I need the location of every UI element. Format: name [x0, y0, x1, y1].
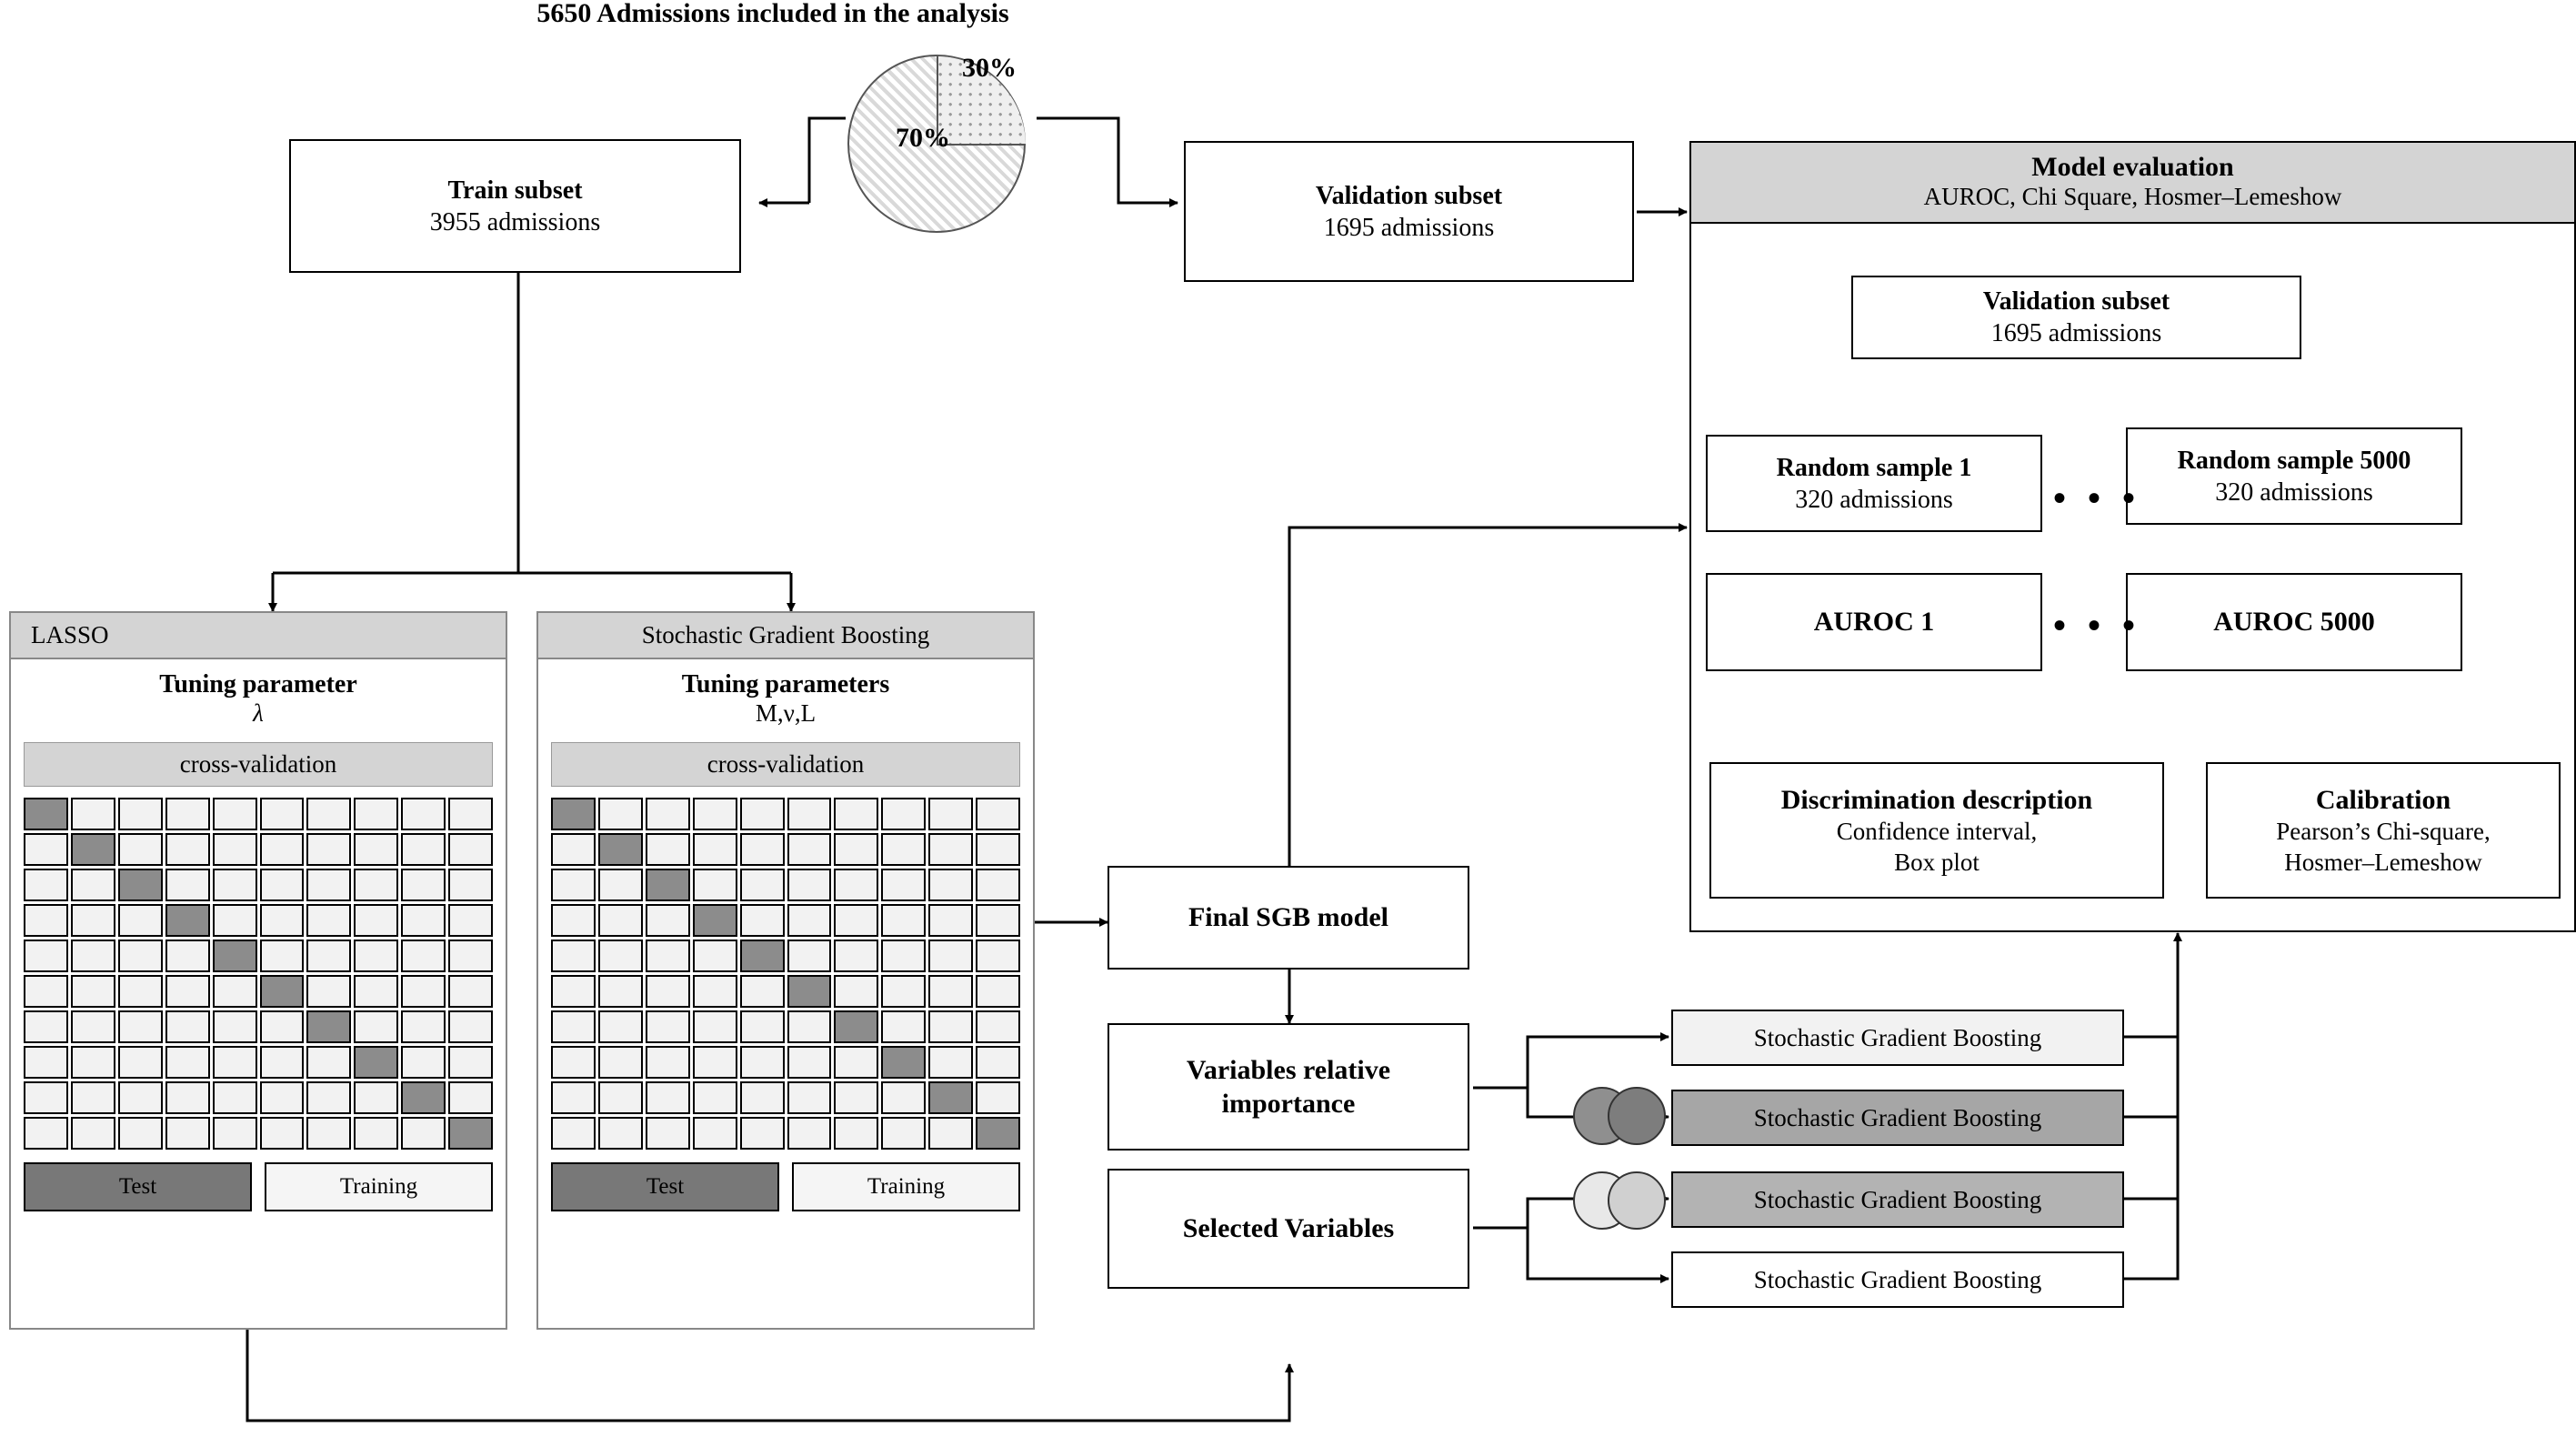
eval-validation-subset-box: [1851, 276, 2301, 359]
cv-cell-training: [787, 940, 832, 972]
cv-cell-training: [598, 940, 643, 972]
cv-cell-training: [693, 1081, 737, 1114]
sgb-legend-training: Training: [792, 1162, 1020, 1211]
calibration-line3: Hosmer–Lemeshow: [2284, 848, 2482, 876]
cv-cell-training: [448, 869, 493, 901]
calibration-box: [2206, 762, 2561, 899]
cv-cell-training: [551, 833, 596, 866]
cv-cell-training: [118, 975, 163, 1008]
cv-cell-training: [646, 940, 690, 972]
cv-cell-test: [448, 1117, 493, 1150]
cv-cell-training: [24, 904, 68, 937]
sgb-legend: [551, 1162, 1020, 1211]
cv-cell-test: [306, 1010, 351, 1043]
cv-cell-training: [118, 1117, 163, 1150]
cv-cell-training: [401, 798, 446, 830]
cv-cell-test: [213, 940, 257, 972]
random-sample-n-title: Random sample 5000: [2177, 446, 2411, 475]
cv-cell-training: [165, 869, 210, 901]
cv-cell-training: [354, 975, 398, 1008]
cv-cell-training: [118, 904, 163, 937]
cv-cell-test: [71, 833, 115, 866]
cv-cell-training: [401, 833, 446, 866]
cv-cell-training: [24, 940, 68, 972]
cv-cell-training: [306, 904, 351, 937]
cv-cell-training: [260, 869, 305, 901]
cv-cell-training: [787, 1117, 832, 1150]
cv-cell-training: [448, 904, 493, 937]
cv-cell-training: [834, 798, 878, 830]
validation-subset-box: [1184, 141, 1634, 282]
sgb-variant-row: [1671, 1010, 2124, 1066]
cv-cell-training: [71, 869, 115, 901]
auroc-n-label: AUROC 5000: [2213, 607, 2375, 638]
cv-cell-training: [928, 833, 973, 866]
vri-line2: importance: [1221, 1089, 1356, 1119]
cv-cell-training: [448, 1010, 493, 1043]
cv-cell-training: [598, 798, 643, 830]
variables-relative-importance-box: [1108, 1023, 1469, 1151]
cv-cell-training: [165, 833, 210, 866]
cv-cell-test: [354, 1046, 398, 1079]
validation-subset-count: 1695 admissions: [1323, 213, 1495, 242]
cv-cell-training: [118, 940, 163, 972]
cv-cell-training: [24, 975, 68, 1008]
selected-variables-label: Selected Variables: [1182, 1213, 1395, 1244]
cv-cell-training: [740, 1117, 785, 1150]
discrimination-title: Discrimination description: [1780, 784, 2093, 815]
lasso-cross-validation-bar: cross-validation: [24, 742, 493, 787]
eval-validation-count: 1695 admissions: [1990, 319, 2162, 347]
cv-cell-training: [306, 833, 351, 866]
cv-cell-training: [834, 1046, 878, 1079]
random-sample-ellipsis: • • •: [2053, 477, 2142, 518]
sgb-cv-grid: [551, 798, 1020, 1150]
sgb-tuning-params: M,ν,L: [755, 699, 817, 727]
lasso-legend-training: Training: [265, 1162, 493, 1211]
auroc-1-box: [1706, 573, 2042, 671]
sgb-variant-label: Stochastic Gradient Boosting: [1753, 1023, 2042, 1051]
cv-cell-training: [71, 940, 115, 972]
cv-cell-training: [928, 904, 973, 937]
cv-cell-training: [260, 1117, 305, 1150]
cv-cell-training: [646, 975, 690, 1008]
overlap-marker-light: [1573, 1171, 1673, 1228]
cv-cell-training: [401, 975, 446, 1008]
cv-cell-training: [693, 1046, 737, 1079]
overlap-marker-dark: [1573, 1087, 1673, 1143]
cv-cell-training: [306, 1081, 351, 1114]
cv-cell-training: [881, 904, 926, 937]
discrimination-line2: Confidence interval,: [1836, 818, 2038, 845]
cv-cell-test: [881, 1046, 926, 1079]
cv-cell-test: [598, 833, 643, 866]
cv-cell-training: [976, 975, 1020, 1008]
random-sample-n-count: 320 admissions: [2215, 477, 2373, 507]
cv-cell-training: [928, 869, 973, 901]
cv-cell-training: [881, 1117, 926, 1150]
cv-cell-training: [213, 1117, 257, 1150]
cv-cell-training: [165, 1081, 210, 1114]
cv-cell-training: [881, 833, 926, 866]
sgb-variant-row: [1671, 1171, 2124, 1228]
cv-cell-test: [787, 975, 832, 1008]
model-evaluation-title: Model evaluation: [2031, 152, 2234, 182]
validation-subset-title: Validation subset: [1315, 181, 1503, 210]
cv-cell-training: [598, 1081, 643, 1114]
cv-cell-training: [24, 1010, 68, 1043]
cv-cell-training: [646, 1081, 690, 1114]
sgb-tuning: [538, 659, 1033, 733]
discrimination-description-box: [1709, 762, 2164, 899]
cv-cell-training: [118, 1046, 163, 1079]
lasso-cv-grid: [24, 798, 493, 1150]
lasso-legend-test: Test: [24, 1162, 252, 1211]
cv-cell-training: [740, 1010, 785, 1043]
cv-cell-training: [24, 1081, 68, 1114]
cv-cell-training: [740, 975, 785, 1008]
cv-cell-training: [551, 869, 596, 901]
cv-cell-training: [551, 904, 596, 937]
cv-cell-training: [401, 1117, 446, 1150]
cv-cell-training: [401, 940, 446, 972]
cv-cell-training: [693, 1117, 737, 1150]
cv-cell-training: [213, 869, 257, 901]
cv-cell-test: [24, 798, 68, 830]
cv-cell-training: [598, 1046, 643, 1079]
cv-cell-test: [401, 1081, 446, 1114]
cv-cell-training: [24, 1046, 68, 1079]
cv-cell-training: [598, 869, 643, 901]
cv-cell-training: [354, 1117, 398, 1150]
cv-cell-training: [448, 1081, 493, 1114]
cv-cell-training: [118, 1010, 163, 1043]
sgb-variant-row: [1671, 1251, 2124, 1308]
cv-cell-test: [165, 904, 210, 937]
cv-cell-training: [118, 798, 163, 830]
train-subset-box: [289, 139, 741, 273]
cv-cell-training: [448, 975, 493, 1008]
selected-variables-box: [1108, 1169, 1469, 1289]
sgb-cross-validation-bar: cross-validation: [551, 742, 1020, 787]
cv-cell-training: [306, 798, 351, 830]
cv-cell-test: [928, 1081, 973, 1114]
cv-cell-training: [740, 833, 785, 866]
calibration-title: Calibration: [2315, 784, 2451, 815]
cv-cell-training: [787, 1046, 832, 1079]
discrimination-line3: Box plot: [1894, 848, 1980, 876]
cv-cell-training: [71, 1081, 115, 1114]
random-sample-1-count: 320 admissions: [1795, 485, 1953, 514]
cv-cell-training: [71, 1010, 115, 1043]
cv-cell-training: [306, 940, 351, 972]
cv-cell-training: [551, 1046, 596, 1079]
cv-cell-test: [834, 1010, 878, 1043]
cv-cell-training: [213, 1046, 257, 1079]
cv-cell-training: [976, 940, 1020, 972]
pie-label-validation: 30%: [962, 53, 1017, 83]
cv-cell-training: [740, 869, 785, 901]
sgb-panel: [536, 611, 1035, 1330]
cv-cell-test: [551, 798, 596, 830]
cv-cell-test: [118, 869, 163, 901]
final-sgb-model-label: Final SGB model: [1188, 902, 1389, 933]
final-sgb-model-box: [1108, 866, 1469, 970]
cv-cell-training: [354, 940, 398, 972]
auroc-1-label: AUROC 1: [1813, 607, 1935, 638]
cv-cell-training: [306, 1117, 351, 1150]
cv-cell-training: [787, 1010, 832, 1043]
cv-cell-training: [24, 1117, 68, 1150]
lasso-header: LASSO: [11, 613, 506, 659]
cv-cell-test: [693, 904, 737, 937]
cv-cell-training: [551, 1081, 596, 1114]
cv-cell-training: [598, 904, 643, 937]
auroc-n-box: [2126, 573, 2462, 671]
cv-cell-training: [881, 975, 926, 1008]
cv-cell-training: [976, 1081, 1020, 1114]
cv-cell-training: [260, 1046, 305, 1079]
cv-cell-training: [260, 1081, 305, 1114]
cv-cell-training: [976, 798, 1020, 830]
cv-cell-training: [354, 904, 398, 937]
cv-cell-test: [646, 869, 690, 901]
cv-cell-training: [834, 1117, 878, 1150]
cv-cell-training: [260, 904, 305, 937]
cv-cell-training: [787, 833, 832, 866]
cv-cell-training: [354, 798, 398, 830]
cv-cell-training: [24, 869, 68, 901]
cv-cell-training: [834, 904, 878, 937]
sgb-variant-row: [1671, 1090, 2124, 1146]
cv-cell-training: [693, 869, 737, 901]
cv-cell-training: [71, 1117, 115, 1150]
cv-cell-training: [787, 904, 832, 937]
cv-cell-training: [928, 975, 973, 1008]
cv-cell-training: [881, 1081, 926, 1114]
cv-cell-training: [740, 1081, 785, 1114]
sgb-legend-test: Test: [551, 1162, 779, 1211]
cv-cell-training: [165, 975, 210, 1008]
cv-cell-training: [551, 940, 596, 972]
cv-cell-training: [401, 1046, 446, 1079]
cv-cell-training: [354, 1010, 398, 1043]
cv-cell-training: [401, 1010, 446, 1043]
cv-cell-training: [551, 1010, 596, 1043]
cv-cell-training: [165, 1046, 210, 1079]
cv-cell-training: [834, 869, 878, 901]
cv-cell-training: [740, 904, 785, 937]
cv-cell-training: [787, 798, 832, 830]
pie-label-train: 70%: [896, 123, 950, 153]
vri-line1: Variables relative: [1186, 1054, 1391, 1085]
cv-cell-training: [448, 1046, 493, 1079]
cv-cell-training: [834, 940, 878, 972]
cv-cell-training: [213, 1010, 257, 1043]
train-subset-count: 3955 admissions: [429, 207, 601, 236]
cv-cell-training: [448, 833, 493, 866]
cv-cell-training: [598, 1010, 643, 1043]
model-evaluation-subtitle: AUROC, Chi Square, Hosmer–Lemeshow: [1923, 183, 2342, 210]
train-subset-title: Train subset: [447, 176, 583, 205]
cv-cell-training: [928, 940, 973, 972]
cv-cell-training: [165, 1117, 210, 1150]
cv-cell-training: [693, 975, 737, 1008]
cv-cell-training: [928, 1010, 973, 1043]
cv-cell-training: [693, 833, 737, 866]
calibration-line2: Pearson’s Chi-square,: [2276, 818, 2491, 845]
cv-cell-training: [976, 833, 1020, 866]
cv-cell-training: [24, 833, 68, 866]
cv-cell-training: [213, 975, 257, 1008]
cv-cell-training: [881, 869, 926, 901]
cv-cell-training: [448, 798, 493, 830]
cv-cell-training: [165, 1010, 210, 1043]
cv-cell-training: [551, 1117, 596, 1150]
lasso-tuning-title: Tuning parameter: [159, 670, 357, 698]
sgb-variant-label: Stochastic Gradient Boosting: [1753, 1103, 2042, 1131]
cv-cell-training: [646, 1046, 690, 1079]
cv-cell-training: [646, 904, 690, 937]
cv-cell-training: [213, 1081, 257, 1114]
sgb-header: Stochastic Gradient Boosting: [538, 613, 1033, 659]
cv-cell-training: [976, 904, 1020, 937]
cv-cell-training: [306, 975, 351, 1008]
cv-cell-test: [740, 940, 785, 972]
cv-cell-training: [306, 869, 351, 901]
cv-cell-training: [213, 904, 257, 937]
cv-cell-training: [834, 833, 878, 866]
sgb-tuning-title: Tuning parameters: [681, 670, 890, 698]
cv-cell-training: [693, 940, 737, 972]
cv-cell-training: [213, 833, 257, 866]
cv-cell-training: [881, 1010, 926, 1043]
cv-cell-training: [71, 1046, 115, 1079]
cv-cell-test: [260, 975, 305, 1008]
cv-cell-training: [693, 798, 737, 830]
cv-cell-training: [646, 1117, 690, 1150]
lasso-tuning: [11, 659, 506, 733]
lasso-legend: [24, 1162, 493, 1211]
cv-cell-training: [881, 798, 926, 830]
cv-cell-training: [260, 833, 305, 866]
cv-cell-training: [118, 1081, 163, 1114]
cv-cell-training: [260, 940, 305, 972]
cv-cell-test: [976, 1117, 1020, 1150]
lasso-panel: [9, 611, 507, 1330]
cv-cell-training: [976, 1046, 1020, 1079]
cv-cell-training: [787, 1081, 832, 1114]
cv-cell-training: [551, 975, 596, 1008]
cv-cell-training: [354, 833, 398, 866]
sgb-variant-label: Stochastic Gradient Boosting: [1753, 1265, 2042, 1293]
cv-cell-training: [740, 798, 785, 830]
cv-cell-training: [354, 1081, 398, 1114]
cv-cell-training: [834, 1081, 878, 1114]
sgb-variant-label: Stochastic Gradient Boosting: [1753, 1185, 2042, 1213]
cv-cell-training: [401, 904, 446, 937]
cv-cell-training: [646, 798, 690, 830]
cv-cell-training: [834, 975, 878, 1008]
random-sample-n-box: [2126, 427, 2462, 525]
cv-cell-training: [354, 869, 398, 901]
cv-cell-training: [118, 833, 163, 866]
eval-validation-title: Validation subset: [1982, 287, 2170, 316]
cv-cell-training: [165, 798, 210, 830]
random-sample-1-title: Random sample 1: [1776, 453, 1972, 482]
page-title: 5650 Admissions included in the analysis: [536, 0, 1009, 28]
cv-cell-training: [646, 1010, 690, 1043]
cv-cell-training: [71, 904, 115, 937]
auroc-ellipsis: • • •: [2053, 605, 2142, 646]
cv-cell-training: [976, 869, 1020, 901]
cv-cell-training: [401, 869, 446, 901]
cv-cell-training: [693, 1010, 737, 1043]
random-sample-1-box: [1706, 435, 2042, 532]
cv-cell-training: [260, 1010, 305, 1043]
cv-cell-training: [71, 798, 115, 830]
cv-cell-training: [448, 940, 493, 972]
cv-cell-training: [646, 833, 690, 866]
cv-cell-training: [306, 1046, 351, 1079]
model-evaluation-header: [1691, 143, 2574, 224]
cv-cell-training: [165, 940, 210, 972]
cv-cell-training: [976, 1010, 1020, 1043]
cv-cell-training: [71, 975, 115, 1008]
cv-cell-training: [787, 869, 832, 901]
cv-cell-training: [928, 798, 973, 830]
cv-cell-training: [598, 1117, 643, 1150]
cv-cell-training: [598, 975, 643, 1008]
cv-cell-training: [213, 798, 257, 830]
lasso-tuning-params: λ: [253, 699, 264, 727]
cv-cell-training: [260, 798, 305, 830]
cv-cell-training: [881, 940, 926, 972]
cv-cell-training: [740, 1046, 785, 1079]
cv-cell-training: [928, 1117, 973, 1150]
cv-cell-training: [928, 1046, 973, 1079]
